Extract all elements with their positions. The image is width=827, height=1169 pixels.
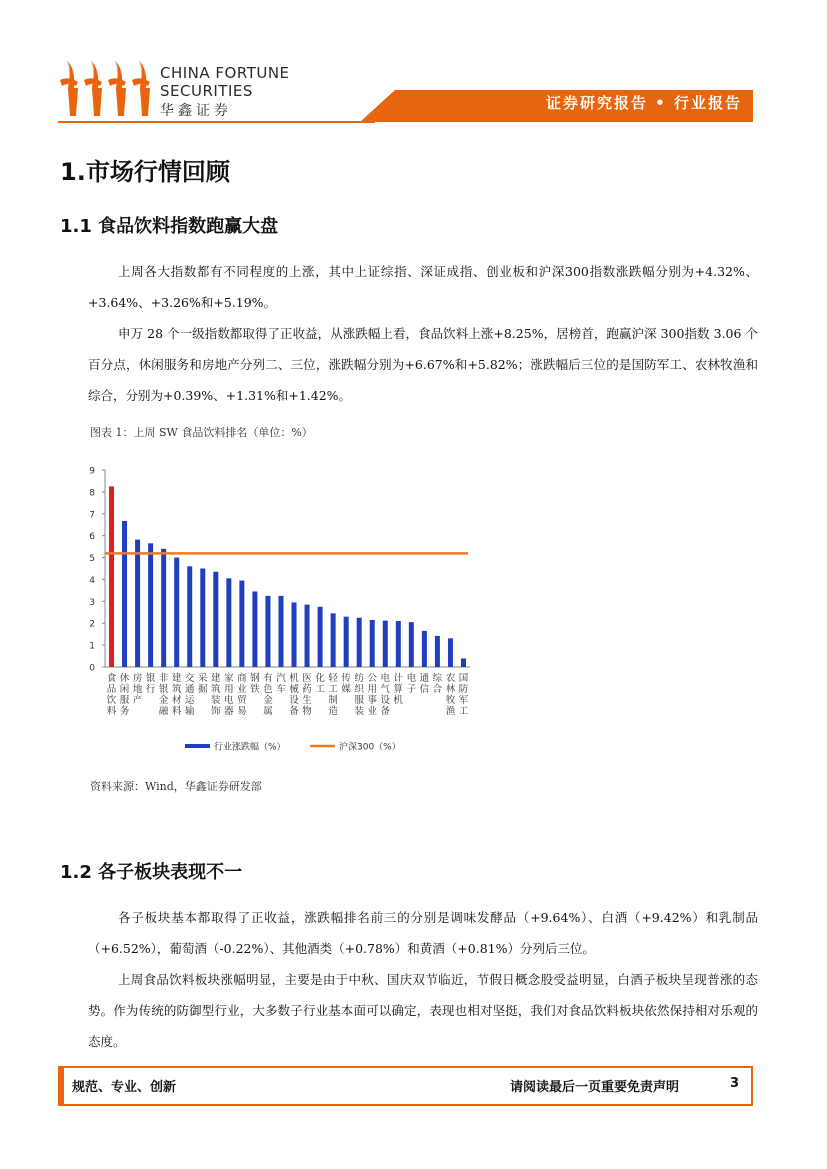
x-tick-label: 制: [328, 695, 338, 706]
legend-label: 沪深300（%）: [339, 742, 401, 753]
x-tick-label: 渔: [445, 706, 456, 717]
bar: [187, 566, 192, 667]
x-tick-label: 钢: [250, 673, 260, 684]
y-tick-label: 1: [89, 641, 95, 652]
x-tick-label: 非: [158, 673, 169, 684]
bar: [292, 602, 297, 667]
x-tick-label: 休: [119, 673, 130, 684]
x-tick-label: 色: [263, 684, 273, 695]
bar: [148, 543, 153, 667]
x-tick-label: 用: [367, 684, 377, 695]
x-tick-label: 闲: [119, 684, 130, 695]
x-tick-label: 料: [171, 706, 182, 717]
x-tick-label: 车: [276, 684, 286, 695]
bar: [318, 607, 323, 667]
bar: [396, 621, 401, 667]
x-tick-label: 筑: [211, 684, 221, 695]
bar: [226, 578, 231, 667]
x-tick-label: 公: [367, 673, 377, 684]
x-tick-label: 金: [263, 695, 273, 706]
x-tick-label: 建: [171, 673, 182, 684]
y-tick-label: 8: [89, 488, 95, 499]
page-number: 3: [730, 1076, 740, 1091]
y-tick-label: 7: [89, 510, 95, 521]
y-tick-label: 2: [89, 619, 95, 630]
bar: [252, 591, 257, 667]
x-tick-label: 机: [289, 673, 299, 684]
x-tick-label: 器: [224, 706, 234, 717]
x-tick-label: 气: [380, 684, 391, 695]
x-tick-label: 设: [289, 695, 299, 706]
x-tick-label: 饰: [211, 706, 221, 717]
y-tick-label: 5: [89, 554, 95, 565]
y-tick-label: 4: [89, 575, 95, 586]
x-tick-label: 生: [302, 695, 312, 706]
x-tick-label: 机: [393, 695, 404, 706]
x-tick-label: 织: [354, 684, 364, 695]
x-tick-label: 纺: [354, 673, 364, 684]
logo-text-cn: 华鑫证券: [160, 103, 232, 119]
x-tick-label: 轻: [328, 673, 338, 684]
x-tick-label: 筑: [171, 684, 182, 695]
y-tick-label: 6: [89, 532, 95, 543]
x-tick-label: 药: [302, 684, 312, 695]
bar: [448, 638, 453, 667]
bar: [278, 596, 283, 667]
x-tick-label: 化: [315, 673, 325, 684]
x-tick-label: 属: [263, 706, 273, 717]
x-tick-label: 交: [184, 673, 195, 684]
x-tick-label: 造: [328, 706, 338, 717]
x-tick-label: 防: [458, 684, 469, 695]
paragraph: 上周各大指数都有不同程度的上涨，其中上证综指、深证成指、创业板和沪深300指数涨跌幅分别为+4.32%、+3.64%、+3.26%和+5.19%。: [88, 264, 758, 310]
x-tick-label: 工: [328, 684, 338, 695]
bar: [122, 521, 127, 667]
x-tick-label: 业: [237, 684, 247, 695]
x-tick-label: 行: [145, 684, 156, 695]
x-tick-label: 家: [224, 673, 234, 684]
x-tick-label: 产: [132, 695, 143, 706]
x-tick-label: 服: [354, 695, 364, 706]
x-tick-label: 用: [224, 684, 234, 695]
x-tick-label: 通: [184, 684, 195, 695]
x-tick-label: 饮: [106, 695, 117, 706]
paragraph: 上周食品饮料板块涨幅明显，主要是由于中秋、国庆双节临近，节假日概念股受益明显，白酒子板块呈现普涨的态势。作为传统的防御型行业，大多数子行业基本面可以确定，表现也相对坚挺，我们对食品饮料板块依然保持相对乐观的态度。: [88, 972, 758, 1049]
y-tick-label: 0: [89, 663, 95, 674]
x-tick-label: 务: [119, 706, 130, 717]
bar: [200, 569, 205, 668]
bar: [344, 617, 349, 667]
x-tick-label: 食: [106, 673, 117, 684]
x-tick-label: 融: [158, 706, 169, 717]
x-tick-label: 电: [224, 695, 234, 706]
x-tick-label: 工: [315, 684, 325, 695]
bar: [461, 658, 466, 667]
section-title: 1.市场行情回顾: [60, 158, 230, 186]
x-tick-label: 业: [367, 706, 377, 717]
x-tick-label: 汽: [276, 673, 286, 684]
x-tick-label: 合: [432, 684, 443, 695]
x-tick-label: 子: [406, 684, 417, 695]
bar: [109, 486, 114, 667]
x-tick-label: 装: [211, 695, 221, 706]
x-tick-label: 贸: [237, 695, 247, 706]
footer-disclaimer: 请阅读最后一页重要免责声明: [510, 1080, 680, 1095]
bar: [213, 572, 218, 667]
x-tick-label: 银: [158, 684, 169, 695]
bar: [331, 613, 336, 667]
x-tick-label: 信: [419, 684, 430, 695]
logo-text-en: CHINA FORTUNE SECURITIES: [160, 64, 290, 100]
x-tick-label: 电: [406, 673, 417, 684]
x-tick-label: 电: [380, 673, 391, 684]
x-tick-label: 备: [289, 706, 299, 717]
x-tick-label: 输: [184, 706, 195, 717]
x-tick-label: 房: [132, 673, 143, 684]
x-tick-label: 通: [419, 673, 430, 684]
x-tick-label: 农: [445, 673, 456, 684]
figure-source: 资料来源：Wind，华鑫证券研发部: [90, 780, 262, 793]
y-tick-label: 3: [89, 597, 95, 608]
x-tick-label: 物: [302, 706, 312, 717]
x-tick-label: 地: [132, 684, 143, 695]
bar: [435, 636, 440, 667]
paragraph: 申万 28 个一级指数都取得了正收益，从涨跌幅上看，食品饮料上涨+8.25%，居榜首，跑赢沪深 300指数 3.06 个百分点，休闲服务和房地产分列二、三位，涨跌幅分别为+6.67%和+5.82%；涨跌幅后三位的是国防军工、农林牧渔和综合，分别为+0.39%、+1.31%和+1.42%。: [88, 326, 758, 403]
bar: [370, 620, 375, 667]
bar: [161, 549, 166, 667]
subsection-title-1-1: 1.1 食品饮料指数跑赢大盘: [60, 216, 279, 237]
y-tick-label: 9: [89, 466, 95, 477]
bar: [239, 581, 244, 667]
x-tick-label: 金: [158, 695, 169, 706]
x-tick-label: 商: [237, 673, 247, 684]
report-tag: 证券研究报告 • 行业报告: [545, 94, 742, 112]
x-tick-label: 媒: [341, 684, 351, 695]
x-tick-label: 国: [458, 673, 469, 684]
paragraph: 各子板块基本都取得了正收益，涨跌幅排名前三的分别是调味发酵品（+9.64%）、白酒（+9.42%）和乳制品（+6.52%），葡萄酒（-0.22%）、其他酒类（+0.78%）和黄酒（+0.81%）分列后三位。: [88, 910, 758, 956]
x-tick-label: 易: [237, 706, 247, 717]
x-tick-label: 料: [106, 706, 117, 717]
x-tick-label: 算: [393, 684, 404, 695]
subsection-title-1-2: 1.2 各子板块表现不一: [60, 862, 243, 883]
x-tick-label: 传: [341, 673, 351, 684]
x-tick-label: 工: [458, 706, 469, 717]
x-tick-label: 综: [432, 673, 443, 684]
bar: [305, 605, 310, 667]
bar: [135, 540, 140, 667]
x-tick-label: 铁: [250, 684, 260, 695]
x-tick-label: 医: [302, 673, 312, 684]
x-tick-label: 军: [458, 695, 469, 706]
x-tick-label: 采: [198, 673, 208, 684]
x-tick-label: 事: [367, 695, 377, 706]
x-tick-label: 装: [354, 706, 364, 717]
bar: [265, 596, 270, 667]
x-tick-label: 有: [263, 673, 273, 684]
x-tick-label: 银: [145, 673, 156, 684]
x-tick-label: 牧: [445, 695, 456, 706]
x-tick-label: 林: [445, 684, 456, 695]
x-tick-label: 品: [106, 684, 117, 695]
bar: [174, 558, 179, 667]
bar: [357, 618, 362, 667]
x-tick-label: 设: [380, 695, 391, 706]
x-tick-label: 备: [380, 706, 391, 717]
bar: [409, 622, 414, 667]
bar: [422, 631, 427, 667]
x-tick-label: 掘: [198, 684, 208, 695]
x-tick-label: 服: [119, 695, 130, 706]
x-tick-label: 建: [211, 673, 221, 684]
footer-slogan: 规范、专业、创新: [72, 1080, 177, 1095]
x-tick-label: 材: [171, 695, 182, 706]
x-tick-label: 械: [289, 684, 299, 695]
figure-caption: 图表 1：上周 SW 食品饮料排名（单位：%）: [90, 426, 313, 439]
legend-label: 行业涨跌幅（%）: [214, 742, 286, 753]
bar: [383, 621, 388, 667]
x-tick-label: 运: [184, 695, 195, 706]
x-tick-label: 计: [393, 673, 404, 684]
